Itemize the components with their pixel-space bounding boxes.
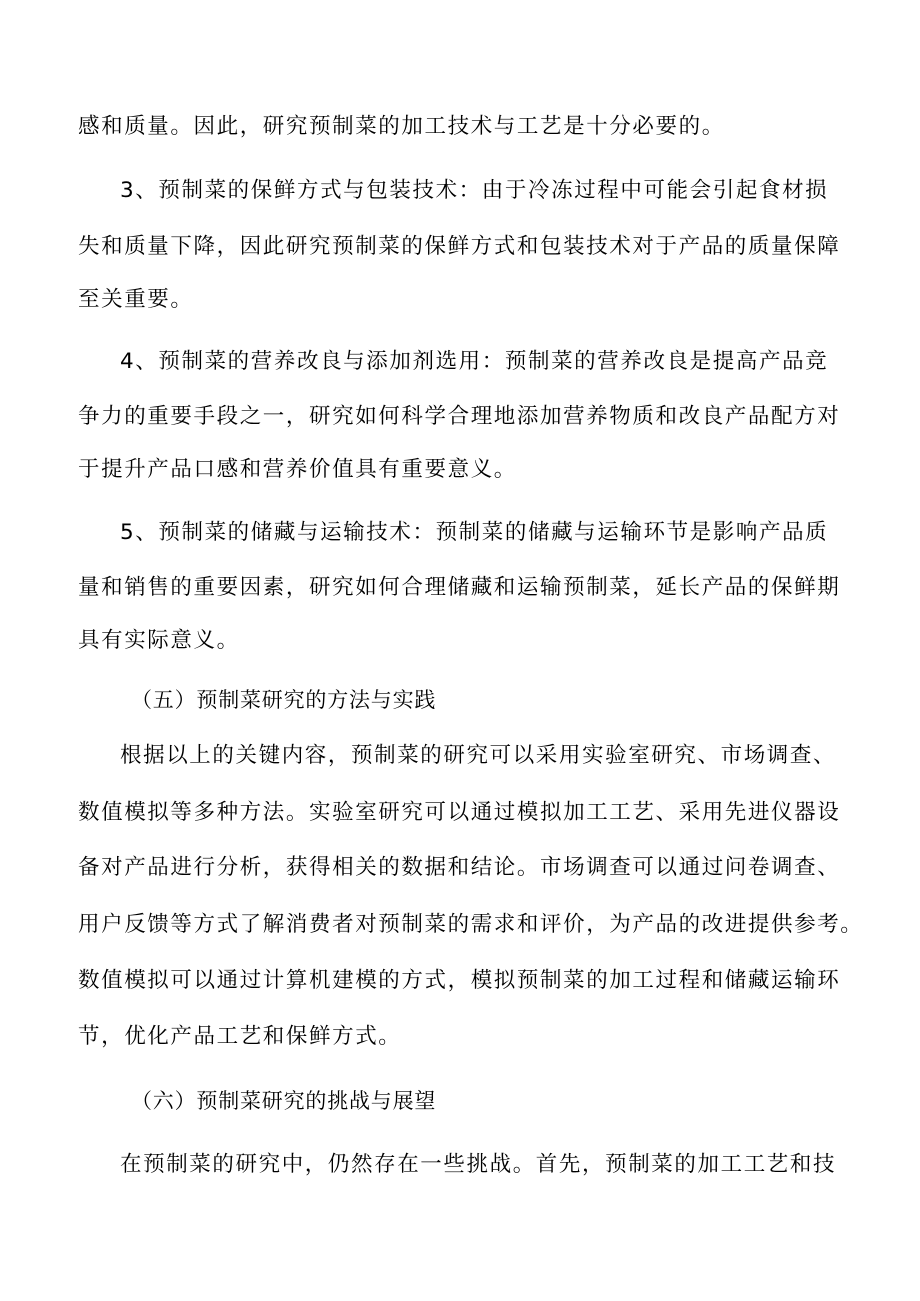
paragraph-line: 失和质量下降，因此研究预制菜的保鲜方式和包装技术对于产品的质量保障 xyxy=(78,234,841,259)
paragraph-line: 感和质量。因此，研究预制菜的加工技术与工艺是十分必要的。 xyxy=(78,114,725,139)
paragraph-line: 5、预制菜的储藏与运输技术：预制菜的储藏与运输环节是影响产品质 xyxy=(120,520,829,545)
paragraph-line: 根据以上的关键内容，预制菜的研究可以采用实验室研究、市场调查、 xyxy=(120,743,837,768)
paragraph-line: 4、预制菜的营养改良与添加剂选用：预制菜的营养改良是提高产品竞 xyxy=(120,349,829,374)
paragraph-line: 数值模拟等多种方法。实验室研究可以通过模拟加工工艺、采用先进仪器设 xyxy=(78,800,841,825)
paragraph-line: 数值模拟可以通过计算机建模的方式，模拟预制菜的加工过程和储藏运输环 xyxy=(78,968,841,993)
paragraph-line: 节，优化产品工艺和保鲜方式。 xyxy=(78,1024,402,1049)
paragraph-line: 争力的重要手段之一，研究如何科学合理地添加营养物质和改良产品配方对 xyxy=(78,404,841,429)
paragraph-line: 在预制菜的研究中，仍然存在一些挑战。首先，预制菜的加工工艺和技 xyxy=(120,1152,837,1177)
section-heading: （六）预制菜研究的挑战与展望 xyxy=(131,1089,437,1113)
paragraph-line: 至关重要。 xyxy=(78,287,194,312)
section-heading: （五）预制菜研究的方法与实践 xyxy=(131,688,437,712)
paragraph-line: 量和销售的重要因素，研究如何合理储藏和运输预制菜，延长产品的保鲜期 xyxy=(78,575,841,600)
paragraph-line: 用户反馈等方式了解消费者对预制菜的需求和评价，为产品的改进提供参考。 xyxy=(78,912,864,937)
paragraph-line: 具有实际意义。 xyxy=(78,628,240,653)
paragraph-line: 3、预制菜的保鲜方式与包装技术：由于冷冻过程中可能会引起食材损 xyxy=(120,178,829,203)
paragraph-line: 备对产品进行分析，获得相关的数据和结论。市场调查可以通过问卷调查、 xyxy=(78,855,841,880)
paragraph-line: 于提升产品口感和营养价值具有重要意义。 xyxy=(78,457,517,482)
